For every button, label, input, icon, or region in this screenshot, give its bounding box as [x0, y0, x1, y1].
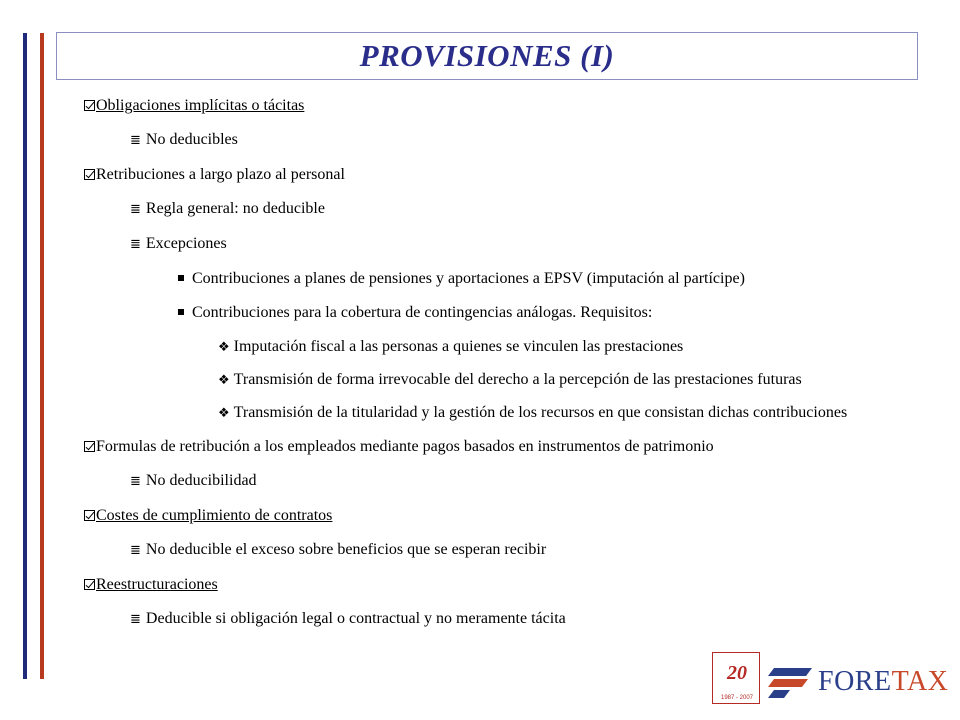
title-box	[56, 32, 918, 80]
dash-bullet-icon: ≣	[130, 612, 141, 627]
square-bullet-icon	[178, 309, 184, 315]
dash-bullet-icon: ≣	[130, 133, 141, 148]
footer-logos	[712, 652, 952, 708]
anniversary-seal-logo	[712, 652, 760, 704]
dash-bullet-icon: ≣	[130, 202, 141, 217]
diamond-bullet-icon: ❖	[218, 406, 230, 421]
bullet-item-level-2	[84, 269, 916, 288]
check-bullet-icon	[84, 100, 95, 111]
diamond-bullet-icon: ❖	[218, 373, 230, 388]
seal-years: 1987 - 2007	[720, 695, 754, 701]
bullet-item-level-1	[84, 234, 916, 254]
seal-number: 20	[727, 662, 747, 684]
bullet-text: No deducible el exceso sobre beneficios que se esperan recibir	[145, 541, 547, 558]
bullet-text: No deducibilidad	[145, 472, 257, 489]
foretax-f-mark-icon	[768, 664, 812, 700]
left-blue-bar	[23, 33, 27, 679]
bullet-text: Regla general: no deducible	[145, 200, 325, 217]
bullet-item-level-3	[84, 337, 916, 357]
bullet-item-level-2	[84, 303, 916, 322]
bullet-item-level-1	[84, 199, 916, 219]
bullet-text: Reestructuraciones	[96, 576, 218, 593]
brand-tax: TAX	[891, 666, 949, 697]
bullet-text: Imputación fiscal a las personas a quienes se vinculen las prestaciones	[233, 338, 684, 355]
bullet-text: Contribuciones a planes de pensiones y aportaciones a EPSV (imputación al partícipe)	[192, 270, 745, 287]
bullet-text: Contribuciones para la cobertura de contingencias análogas. Requisitos:	[192, 304, 653, 321]
bullet-item-level-0	[84, 96, 916, 115]
bullet-text: Costes de cumplimiento de contratos	[96, 507, 333, 524]
bullet-text: Excepciones	[145, 235, 227, 252]
slide-title: PROVISIONES (I)	[359, 38, 615, 73]
check-bullet-icon	[84, 441, 95, 452]
bullet-item-level-1	[84, 609, 916, 629]
bullet-item-level-1	[84, 471, 916, 491]
square-bullet-icon	[178, 275, 184, 281]
bullet-item-level-1	[84, 540, 916, 560]
bullet-text: Retribuciones a largo plazo al personal	[96, 166, 345, 183]
diamond-bullet-icon: ❖	[218, 340, 230, 355]
bullet-item-level-0	[84, 165, 916, 184]
bullet-item-level-0	[84, 506, 916, 525]
dash-bullet-icon: ≣	[130, 237, 141, 252]
foretax-brand	[818, 666, 948, 698]
bullet-text: Deducible si obligación legal o contractual y no meramente tácita	[145, 610, 566, 627]
bullet-item-level-0	[84, 575, 916, 594]
check-bullet-icon	[84, 579, 95, 590]
bullet-item-level-3	[84, 403, 916, 423]
bullet-text: No deducibles	[145, 131, 238, 148]
bullet-text: Obligaciones implícitas o tácitas	[96, 97, 305, 114]
brand-fore: FORE	[818, 666, 892, 697]
left-red-bar	[40, 33, 44, 679]
bullet-item-level-3	[84, 370, 916, 390]
bullet-item-level-1	[84, 130, 916, 150]
bullet-text: Transmisión de la titularidad y la gestión de los recursos en que consistan dichas contribuciones	[233, 404, 848, 421]
bullet-text: Formulas de retribución a los empleados mediante pagos basados en instrumentos de patrimonio	[96, 438, 714, 455]
bullet-text: Transmisión de forma irrevocable del derecho a la percepción de las prestaciones futuras	[233, 371, 802, 388]
dash-bullet-icon: ≣	[130, 543, 141, 558]
check-bullet-icon	[84, 510, 95, 521]
bullet-item-level-0	[84, 437, 916, 456]
bullet-list	[84, 96, 916, 644]
dash-bullet-icon: ≣	[130, 474, 141, 489]
check-bullet-icon	[84, 169, 95, 180]
